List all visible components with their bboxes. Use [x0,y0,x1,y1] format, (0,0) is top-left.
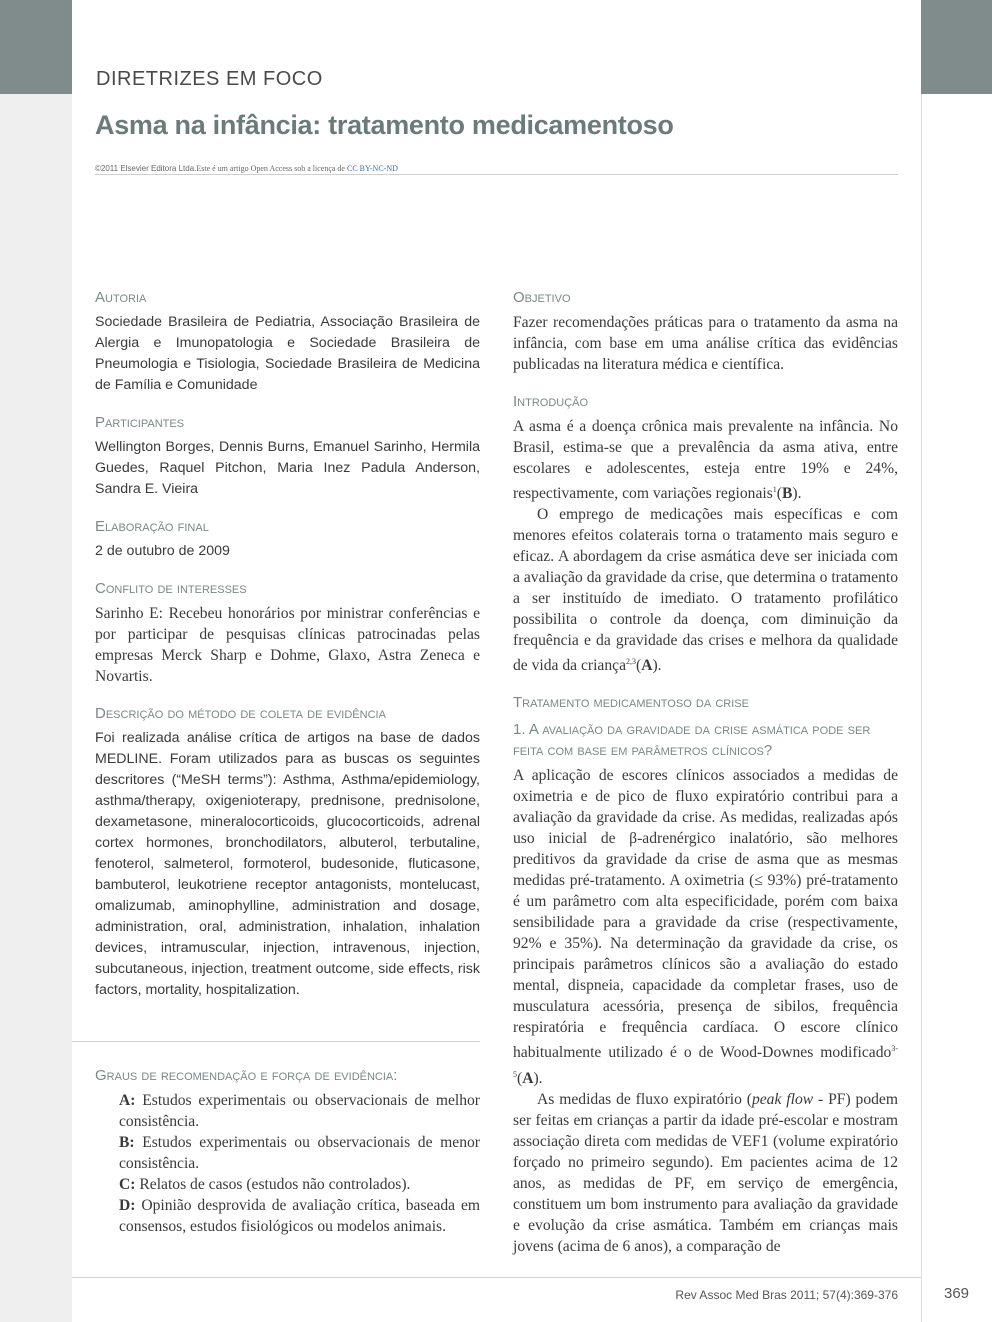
objetivo-heading: Objetivo [513,289,571,306]
header-right-block [921,0,992,94]
paren-open: ( [517,1069,523,1087]
header-divider [95,174,898,175]
evidence-grade: A [641,657,653,675]
left-margin-bar [0,0,72,1322]
right-margin-line [921,94,922,1322]
metodo-heading: Descrição do método de coleta de evidência [95,705,386,722]
reference-superscript: 3-5 [513,1044,898,1079]
tratamento-heading: Tratamento medicamentoso da crise [513,694,749,712]
objetivo-section [513,288,898,375]
evidence-grade: A [522,1069,534,1087]
grade-key: B: [119,1134,135,1151]
grade-item [95,1195,480,1237]
autoria-heading: Autoria [95,289,147,306]
tratamento-section [513,693,898,1256]
reference-superscript: 1 [772,485,777,494]
left-column [95,288,480,1018]
journal-citation: Rev Assoc Med Bras 2011; 57(4):369-376 [675,1288,898,1302]
grade-item [95,1090,480,1132]
paren-open: ( [776,485,782,503]
grade-key: C: [119,1176,136,1193]
conflito-section [95,579,480,687]
participantes-text: Wellington Borges, Dennis Burns, Emanuel Sarinho, Hermila Guedes, Raquel Pitchon, Maria Inez Padula Anderson, Sandra E. Vieira [95,439,480,497]
elaboracao-text: 2 de outubro de 2009 [95,543,230,559]
autoria-section [95,288,480,396]
grade-item [95,1132,480,1174]
paragraph-text: - PF) podem ser feitas em crianças a partir da idade pré-escolar e mostram associação direta com medidas de VEF1 (volume expiratório forçado no primeiro segundo). Em pacientes acima de 12 anos, as medidas de PF, em serviço de emergência, constituem um bom instrumento para avaliação da gravidade e evolução da crise asmática. Também em crianças mais jovens (acima de 6 anos), a comparação de [513,1090,898,1255]
grade-text: Opinião desprovida de avaliação crítica, baseada em consensos, estudos fisiológicos ou modelos animais. [119,1197,480,1235]
grades-divider [72,1041,480,1042]
copyright-text: ©2011 Elsevier Editora Ltda. [95,164,197,173]
elaboracao-heading: Elaboração final [95,518,209,535]
introducao-section [513,392,898,676]
grade-key: A: [119,1092,136,1109]
grades-heading: Graus de recomendação e força de evidência: [95,1067,398,1084]
page-number: 369 [943,1285,970,1302]
article-title: Asma na infância: tratamento medicamentoso [95,110,674,140]
header-left-block [0,0,72,94]
copyright-line [95,164,398,173]
tratamento-paragraph-2 [513,1089,898,1257]
grades-section [95,1066,480,1237]
paren-close: ). [533,1069,543,1087]
autoria-text: Sociedade Brasileira de Pediatria, Associação Brasileira de Alergia e Imunopatologia e Sociedade Brasileira de Pneumologia e Tisiologia, Sociedade Brasileira de Medicina de Família e Comunidade [95,314,480,393]
license-text: Este é um artigo Open Access sob a licença de [196,164,347,173]
introducao-paragraph-1 [513,416,898,504]
grade-item [95,1174,480,1195]
objetivo-text: Fazer recomendações práticas para o tratamento da asma na infância, com base em uma análise crítica das evidências publicadas na literatura médica e científica. [513,314,898,373]
italic-term: peak flow [751,1090,814,1108]
conflito-text: Sarinho E: Recebeu honorários por ministrar conferências e por participar de pesquisas clínicas patrocinadas pelas empresas Merck Sharp e Dohme, Glaxo, Astra Zeneca e Novartis. [95,605,480,685]
paragraph-text: As medidas de fluxo expiratório ( [537,1090,752,1108]
grade-key: D: [119,1197,136,1214]
right-column [513,288,898,1257]
tratamento-paragraph-1 [513,765,898,1088]
paragraph-text: A asma é a doença crônica mais prevalente na infância. No Brasil, estima-se que a prevalência da asma ativa, entre escolares e adolescentes, esteja entre 19% e 24%, respectivamente, com variações regionais [513,418,898,503]
tratamento-question: 1. A avaliação da gravidade da crise asmática pode ser feita com base em parâmetros clínicos? [513,721,871,760]
reference-superscript: 2,3 [626,657,636,667]
introducao-paragraph-2 [513,504,898,676]
introducao-heading: Introdução [513,393,589,410]
grade-text: Relatos de casos (estudos não controlados). [135,1176,411,1193]
conflito-heading: Conflito de interesses [95,580,247,597]
metodo-text: Foi realizada análise crítica de artigos na base de dados MEDLINE. Foram utilizados para as buscas os seguintes descritores (“MeSH terms”): Asthma, Asthma/epidemiology, asthma/therapy, oxigenioterapy, prednisone, prednisolone, dexametasone, mineralocorticoids, glucocorticoids, adrenal cortex hormones, bronchodilators, albuterol, terbutaline, fenoterol, salmeterol, formoterol, budesonide, fluticasone, bambuterol, leukotriene receptor antagonists, montelucast, omalizumab, aminophylline, administration and dosage, administration, oral, administration, inhalation, inhalation devices, intramuscular, injection, intravenous, injection, subcutaneous, injection, treatment outcome, side effects, risk factors, mortality, hospitalization. [95,730,480,998]
license-link[interactable]: CC BY-NC-ND [346,164,398,173]
paren-close: ). [792,485,802,503]
participantes-section [95,413,480,500]
paragraph-text: A aplicação de escores clínicos associados a medidas de oximetria e de pico de fluxo expiratório contribui para a avaliação da gravidade da crise. As medidas, realizadas após uso inicial de β-adrenérgico inalatório, são melhores preditivos da gravidade da crise de asma que as mesmas medidas pré-tratamento. A oximetria (≤ 93%) pré-tratamento é um parâmetro com alta especificidade, porém com baixa sensibilidade para a gravidade da crise (respectivamente, 92% e 35%). Na determinação da gravidade da crise, os principais parâmetros clínicos são a avaliação do estado mental, dispneia, capacidade da completar frases, uso de musculatura acessória, presença de sibilos, frequência respiratória e frequência cardíaca. O escore clínico habitualmente utilizado é o de Wood-Downes modificado [513,767,898,1062]
paren-close: ). [652,657,662,675]
grade-text: Estudos experimentais ou observacionais de melhor consistência. [119,1092,480,1130]
footer-divider [72,1277,921,1278]
paren-open: ( [636,657,642,675]
grade-text: Estudos experimentais ou observacionais de menor consistência. [119,1134,480,1172]
participantes-heading: Participantes [95,414,185,431]
evidence-grade: B [781,485,793,503]
elaboracao-section [95,517,480,562]
section-label: DIRETRIZES EM FOCO [96,68,323,90]
paragraph-text: O emprego de medicações mais específicas e com menores efeitos colaterais torna o tratamento mais seguro e eficaz. A abordagem da crise asmática deve ser iniciada com a avaliação da gravidade da crise, que determina o tratamento a ser instituído de imediato. O tratamento profilático possibilita o controle da doença, com diminuição da frequência e da gravidade das crises e melhora da qualidade de vida da criança [513,506,898,675]
metodo-section [95,704,480,1001]
